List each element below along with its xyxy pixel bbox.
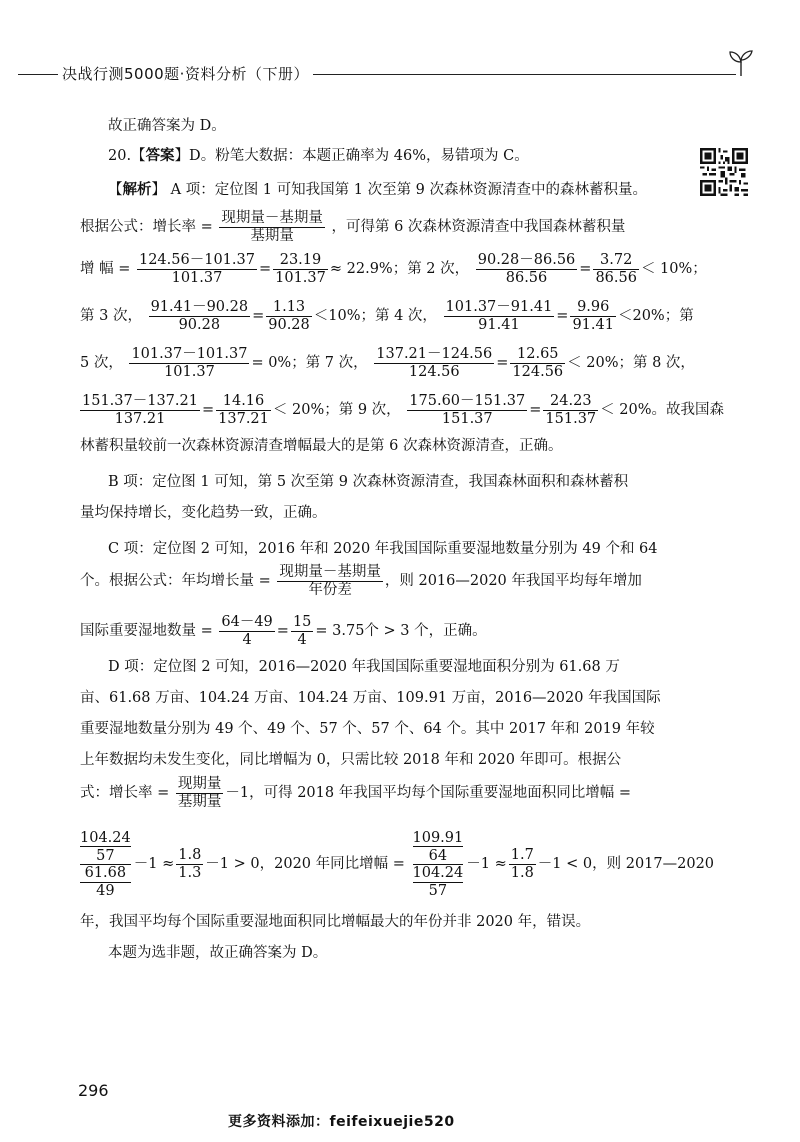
fraction-denominator: 151.37 xyxy=(545,410,597,427)
calc-text: ＜20%；第 xyxy=(617,308,694,324)
approx-fraction-2018 xyxy=(176,847,203,882)
fraction-denominator: 124.56 xyxy=(512,363,564,380)
wetland-count-fraction xyxy=(219,614,274,649)
fraction-denominator: 90.28 xyxy=(268,316,310,333)
fraction-numerator: 64－49 xyxy=(221,613,273,630)
calc-line-2: 第 3 次， $\frac{91.41-90.28}{90.28}$ = $\frac{1.13}{90.28}$ ＜10%；第 4 次， $\frac{101.37-91.41}{91.41}$ = $\frac{9.96}{91.41}$ ＜20%；第 xyxy=(80,298,694,333)
header-title: 决战行测5000题·资料分析（下册） xyxy=(58,62,313,86)
outer-denominator-bottom: 57 xyxy=(428,882,448,899)
fraction-numerator: 14.16 xyxy=(216,393,271,411)
calc-text: ≈ 22.9%；第 2 次， xyxy=(329,261,470,277)
calc-9-fraction xyxy=(407,393,527,428)
calc-3-result-fraction xyxy=(266,299,312,334)
inner-denominator: 61.68 xyxy=(84,864,127,881)
option-d-line-3: 重要湿地数量分别为 49 个、49 个、57 个、57 个、64 个。其中 2017 年和 2019 年较 xyxy=(80,721,655,737)
option-d-formula-line xyxy=(80,774,668,812)
q20-number: 20.【 xyxy=(108,148,146,164)
calc-8-fraction xyxy=(80,393,200,428)
fraction-denominator: 4 xyxy=(297,631,307,648)
option-d-compound-calc-line xyxy=(80,824,715,908)
growth-rate-formula-line xyxy=(80,208,668,246)
fraction-denominator: 101.37 xyxy=(275,269,326,286)
answer-tag: 答案 xyxy=(145,147,175,164)
calc-7-fraction xyxy=(374,346,494,381)
calc-text: ＜ 10%； xyxy=(640,261,707,277)
calc-4-fraction xyxy=(444,299,555,334)
calc-7-result-fraction xyxy=(510,346,565,381)
option-d-line-4: 上年数据均未发生变化，同比增幅为 0，只需比较 2018 年和 2020 年即可。根据公 xyxy=(80,752,622,768)
inner-denominator: 104.24 xyxy=(412,864,464,881)
running-header xyxy=(0,62,800,86)
fraction-numerator: 9.96 xyxy=(570,299,616,317)
q20-answer-text: 】D。粉笔大数据：本题正确率为 46%，易错项为 C。 xyxy=(174,148,529,164)
annual-growth-fraction xyxy=(277,564,383,599)
header-rule-right xyxy=(300,74,736,75)
bracket-close: 】 xyxy=(151,182,166,198)
calc-text: = 0%；第 7 次， xyxy=(251,355,368,371)
calc-3-fraction xyxy=(149,299,251,334)
fraction-numerator: 现期量－基期量 xyxy=(221,209,323,226)
analysis-tag: 解析 xyxy=(122,181,152,198)
calc-8-result-fraction xyxy=(216,393,271,428)
fraction-numerator: 90.28－86.56 xyxy=(477,251,576,268)
fraction-numerator: 175.60－151.37 xyxy=(409,392,526,409)
fraction-denominator: 基期量 xyxy=(177,793,222,810)
compound-fraction-2018 xyxy=(80,830,131,899)
option-d-line-1: D 项：定位图 2 可知，2016—2020 年我国国际重要湿地面积分别为 61.68 万 xyxy=(108,659,620,675)
formula-suffix: －1，可得 2018 年我国平均每个国际重要湿地面积同比增幅 = xyxy=(225,785,631,801)
option-a-conclusion: 林蓄积量较前一次森林资源清查增幅最大的是第 6 次森林资源清查，正确。 xyxy=(80,438,563,454)
fraction-denominator: 1.3 xyxy=(178,864,202,881)
formula-label: 式：增长率 = xyxy=(80,785,170,801)
calc-text: －1 ≈ xyxy=(466,856,507,872)
calc-text: ＜ 20%；第 8 次， xyxy=(567,355,695,371)
option-b-line-2: 量均保持增长，变化趋势一致，正确。 xyxy=(80,505,327,521)
option-d-line-2: 亩、61.68 万亩、104.24 万亩、104.24 万亩、109.91 万亩，2016—2020 年我国国际 xyxy=(80,690,661,706)
fraction-denominator: 91.41 xyxy=(478,316,520,333)
footer-contact: 更多资料添加：feifeixuejie520 xyxy=(228,1114,455,1130)
fraction-numerator: 3.72 xyxy=(593,252,639,270)
fraction-denominator: 101.37 xyxy=(171,269,223,286)
calc-line-3: 5 次， $\frac{101.37-101.37}{101.37}$ = 0%；第 7 次， $\frac{137.21-124.56}{124.56}$ = $\frac{12.65}{124.56}$ ＜ 20%；第 8 次， xyxy=(80,345,695,380)
calc-text: 第 3 次， xyxy=(80,308,142,324)
calc-text: ＜ 20%；第 9 次， xyxy=(272,402,401,418)
formula-label: 个。根据公式：年均增长量 = xyxy=(80,573,271,589)
inner-numerator: 64 xyxy=(413,848,464,865)
option-c-formula-line xyxy=(80,562,668,600)
fraction-denominator: 101.37 xyxy=(164,363,215,380)
bracket-open: 【 xyxy=(108,182,123,198)
fraction-denominator: 91.41 xyxy=(572,316,614,333)
fraction-numerator: 1.13 xyxy=(266,299,312,317)
page-number: 296 xyxy=(78,1081,109,1100)
growth-rate-fraction xyxy=(219,210,325,245)
growth-ratio-fraction xyxy=(176,776,224,811)
fraction-numerator: 137.21－124.56 xyxy=(376,345,493,362)
fraction-denominator: 124.56 xyxy=(408,363,460,380)
option-b-line-1: B 项：定位图 1 可知，第 5 次至第 9 次森林资源清查，我国森林面积和森林蓄积 xyxy=(108,474,629,490)
fraction-denominator: 90.28 xyxy=(178,316,221,333)
outer-denominator-bottom: 49 xyxy=(96,882,115,899)
fraction-denominator: 86.56 xyxy=(595,269,637,286)
formula-suffix: ，可得第 6 次森林资源清查中我国森林蓄积量 xyxy=(331,219,626,235)
fraction-denominator: 86.56 xyxy=(505,269,548,286)
fraction-denominator: 137.21 xyxy=(114,410,166,427)
calc-text: －1 < 0，则 2017—2020 xyxy=(537,856,715,872)
fraction-numerator: 12.65 xyxy=(510,346,565,364)
formula-label: 根据公式：增长率 = xyxy=(80,219,213,235)
fraction-denominator: 基期量 xyxy=(250,227,294,244)
fraction-numerator: 151.37－137.21 xyxy=(82,392,198,409)
fraction-numerator: 101.37－91.41 xyxy=(445,298,553,315)
fraction-denominator: 年份差 xyxy=(308,581,352,598)
fraction-numerator: 1.7 xyxy=(510,846,534,863)
fraction-bar-group xyxy=(80,846,131,883)
final-answer-line: 本题为选非题，故正确答案为 D。 xyxy=(108,945,328,961)
paragraph-prev-answer: 故正确答案为 D。 xyxy=(108,118,226,134)
calc-text: 5 次， xyxy=(80,355,123,371)
calc-text: ＜10%；第 4 次， xyxy=(313,308,437,324)
header-rule-left xyxy=(18,74,62,75)
formula-label: 国际重要湿地数量 = xyxy=(80,623,213,639)
calc-text: ＜ 20%。故我国森 xyxy=(600,402,725,418)
calc-2-fraction xyxy=(476,252,578,287)
fraction-numerator: 23.19 xyxy=(273,252,328,270)
fraction-denominator: 1.8 xyxy=(510,864,534,881)
fraction-numerator: 91.41－90.28 xyxy=(150,298,249,315)
calc-6-result-fraction xyxy=(273,252,328,287)
calc-line-4: $\frac{151.37-137.21}{137.21}$ = $\frac{14.16}{137.21}$ ＜ 20%；第 9 次， $\frac{175.60-151.37}{151.37}$ = $\frac{24.23}{151.37}$ ＜ 20%。故我国森 xyxy=(82,392,725,427)
option-c-calc-line: 国际重要湿地数量 = $\frac{64-49}{4}$ = $\frac{15}{4}$ = 3.75个 > 3 个，正确。 xyxy=(80,613,487,648)
fraction-numerator: 124.56－101.37 xyxy=(138,251,255,268)
inner-numerator: 57 xyxy=(80,848,131,865)
increase-label: 增 幅 = xyxy=(80,261,131,277)
analysis-line-1 xyxy=(108,180,668,200)
option-d-conclusion: 年，我国平均每个国际重要湿地面积同比增幅最大的年份并非 2020 年，错误。 xyxy=(80,914,591,930)
calc-6-fraction xyxy=(137,252,257,287)
calc-text: －1 > 0，2020 年同比增幅 = xyxy=(205,856,405,872)
qr-code-icon xyxy=(700,148,748,196)
calc-4-result-fraction xyxy=(570,299,616,334)
calc-5-fraction xyxy=(129,346,249,381)
calc-text: －1 ≈ xyxy=(133,856,175,872)
fraction-numerator: 101.37－101.37 xyxy=(131,345,248,362)
calc-line-1: 增 幅 = $\frac{124.56-101.37}{101.37}$ = $\frac{23.19}{101.37}$ ≈ 22.9%；第 2 次， $\frac{90.28-86.56}{86.56}$ = $\frac{3.72}{86.56}$ ＜ 10%； xyxy=(80,251,707,286)
formula-suffix: ，则 2016—2020 年我国平均每年增加 xyxy=(384,573,642,589)
option-c-line-1: C 项：定位图 2 可知，2016 年和 2020 年我国国际重要湿地数量分别为 49 个和 64 xyxy=(108,541,658,557)
option-a-intro: A 项：定位图 1 可知我国第 1 次至第 9 次森林资源清查中的森林蓄积量。 xyxy=(170,182,648,198)
calc-text: = 3.75个 > 3 个，正确。 xyxy=(315,623,487,639)
fraction-numerator: 现期量 xyxy=(177,775,222,792)
calc-9-result-fraction xyxy=(543,393,598,428)
fraction-denominator: 4 xyxy=(242,631,252,648)
outer-numerator-top: 104.24 xyxy=(80,829,131,846)
approx-fraction-2020 xyxy=(509,847,536,882)
fraction-numerator: 24.23 xyxy=(543,393,598,411)
fraction-bar-group xyxy=(413,846,464,883)
fraction-denominator: 137.21 xyxy=(218,410,269,427)
calc-2-result-fraction xyxy=(593,252,639,287)
fraction-numerator: 现期量－基期量 xyxy=(279,563,381,580)
outer-numerator-top: 109.91 xyxy=(412,829,464,846)
fraction-denominator: 151.37 xyxy=(441,410,493,427)
wetland-count-result-fraction xyxy=(291,614,313,649)
fraction-numerator: 1.8 xyxy=(178,846,202,863)
q20-answer-line xyxy=(108,146,668,166)
sprout-icon xyxy=(724,48,758,78)
compound-fraction-2020 xyxy=(413,830,464,899)
fraction-numerator: 15 xyxy=(292,613,312,630)
